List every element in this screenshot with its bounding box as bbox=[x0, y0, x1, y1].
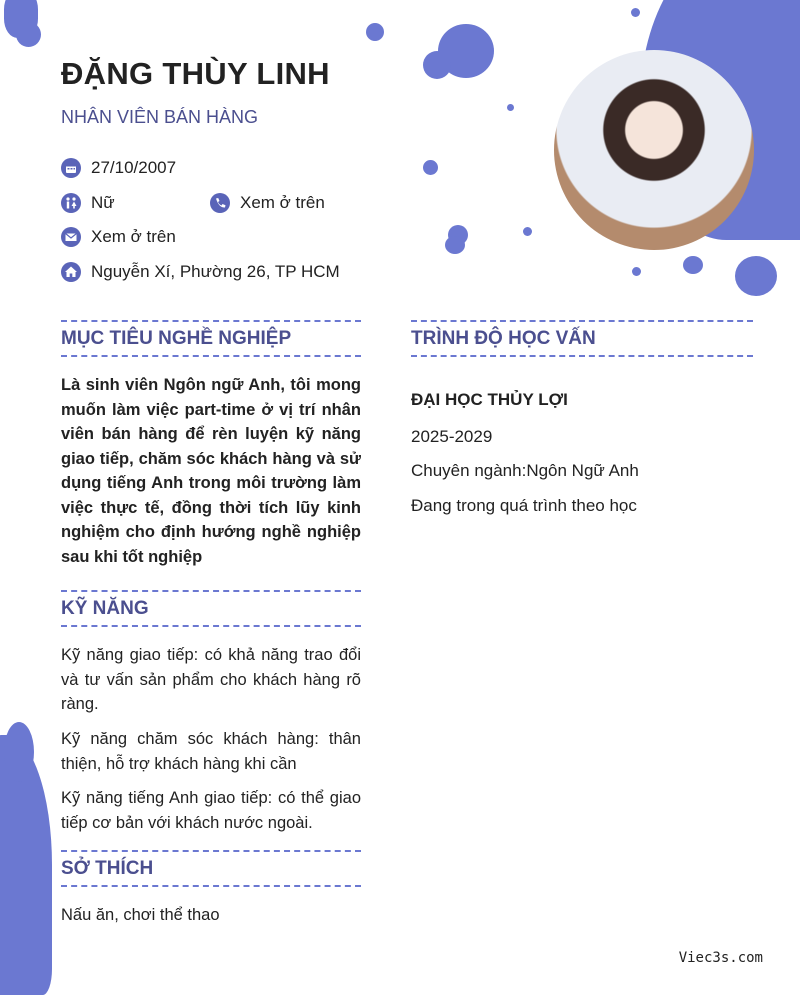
hobbies-title: SỞ THÍCH bbox=[61, 858, 154, 879]
decor-dot bbox=[423, 160, 438, 175]
divider bbox=[411, 355, 753, 357]
decor-dot bbox=[366, 23, 384, 41]
gender-icon bbox=[61, 193, 81, 213]
decor-dot bbox=[507, 104, 514, 111]
education-major: Chuyên ngành:Ngôn Ngữ Anh bbox=[411, 461, 639, 480]
dob-row bbox=[61, 158, 176, 178]
gender-value: Nữ bbox=[91, 193, 115, 212]
hobbies-text: Nấu ăn, chơi thể thao bbox=[61, 906, 220, 924]
home-icon bbox=[61, 262, 81, 282]
education-school: ĐẠI HỌC THỦY LỢI bbox=[411, 390, 568, 409]
phone-row bbox=[210, 193, 325, 213]
education-status: Đang trong quá trình theo học bbox=[411, 496, 637, 515]
education-title: TRÌNH ĐỘ HỌC VẤN bbox=[411, 328, 596, 349]
decor-dot bbox=[423, 51, 451, 79]
education-years: 2025-2029 bbox=[411, 427, 493, 446]
phone-icon bbox=[210, 193, 230, 213]
address-row bbox=[61, 262, 340, 282]
calendar-icon bbox=[61, 158, 81, 178]
divider bbox=[61, 885, 361, 887]
skills-title: KỸ NĂNG bbox=[61, 598, 149, 619]
decor-dot bbox=[631, 8, 640, 17]
dob-value: 27/10/2007 bbox=[91, 158, 177, 177]
decor-dot bbox=[445, 236, 465, 254]
email-row bbox=[61, 227, 176, 247]
candidate-name: ĐẶNG THÙY LINH bbox=[61, 56, 330, 91]
gender-row bbox=[61, 193, 115, 213]
divider bbox=[61, 625, 361, 627]
decor-dot bbox=[523, 227, 532, 236]
divider bbox=[61, 355, 361, 357]
objective-text: Là sinh viên Ngôn ngữ Anh, tôi mong muốn làm việc part-time ở vị trí nhân viên bán hàng để rèn luyện kỹ năng giao tiếp, chăm sóc khách hàng và sử dụng tiếng Anh trong môi trường làm việc thực tế, đồng thời tích lũy kinh nghiệm cho định hướng nghề nghiệp sau khi tốt nghiệp bbox=[61, 376, 361, 566]
profile-photo bbox=[554, 50, 754, 250]
skill-item: Kỹ năng giao tiếp: có khả năng trao đổi và tư vấn sản phẩm cho khách hàng rõ ràng. bbox=[61, 646, 361, 713]
divider bbox=[61, 590, 361, 592]
decor-dot bbox=[683, 256, 703, 274]
email-icon bbox=[61, 227, 81, 247]
divider bbox=[61, 320, 361, 322]
skill-item: Kỹ năng chăm sóc khách hàng: thân thiện, hỗ trợ khách hàng khi cần bbox=[61, 730, 361, 773]
phone-value[interactable]: Xem ở trên bbox=[240, 193, 325, 212]
decor-dot bbox=[632, 267, 641, 276]
watermark: Viec3s.com bbox=[678, 950, 763, 966]
address-value: Nguyễn Xí, Phường 26, TP HCM bbox=[91, 262, 340, 281]
decor-dot bbox=[4, 722, 34, 782]
decor-dot bbox=[735, 256, 777, 296]
divider bbox=[411, 320, 753, 322]
email-value[interactable]: Xem ở trên bbox=[91, 227, 176, 246]
job-position: NHÂN VIÊN BÁN HÀNG bbox=[61, 107, 259, 127]
divider bbox=[61, 850, 361, 852]
objective-title: MỤC TIÊU NGHỀ NGHIỆP bbox=[61, 328, 292, 349]
decor-dot bbox=[16, 22, 41, 47]
skill-item: Kỹ năng tiếng Anh giao tiếp: có thể giao tiếp cơ bản với khách nước ngoài. bbox=[61, 789, 361, 832]
